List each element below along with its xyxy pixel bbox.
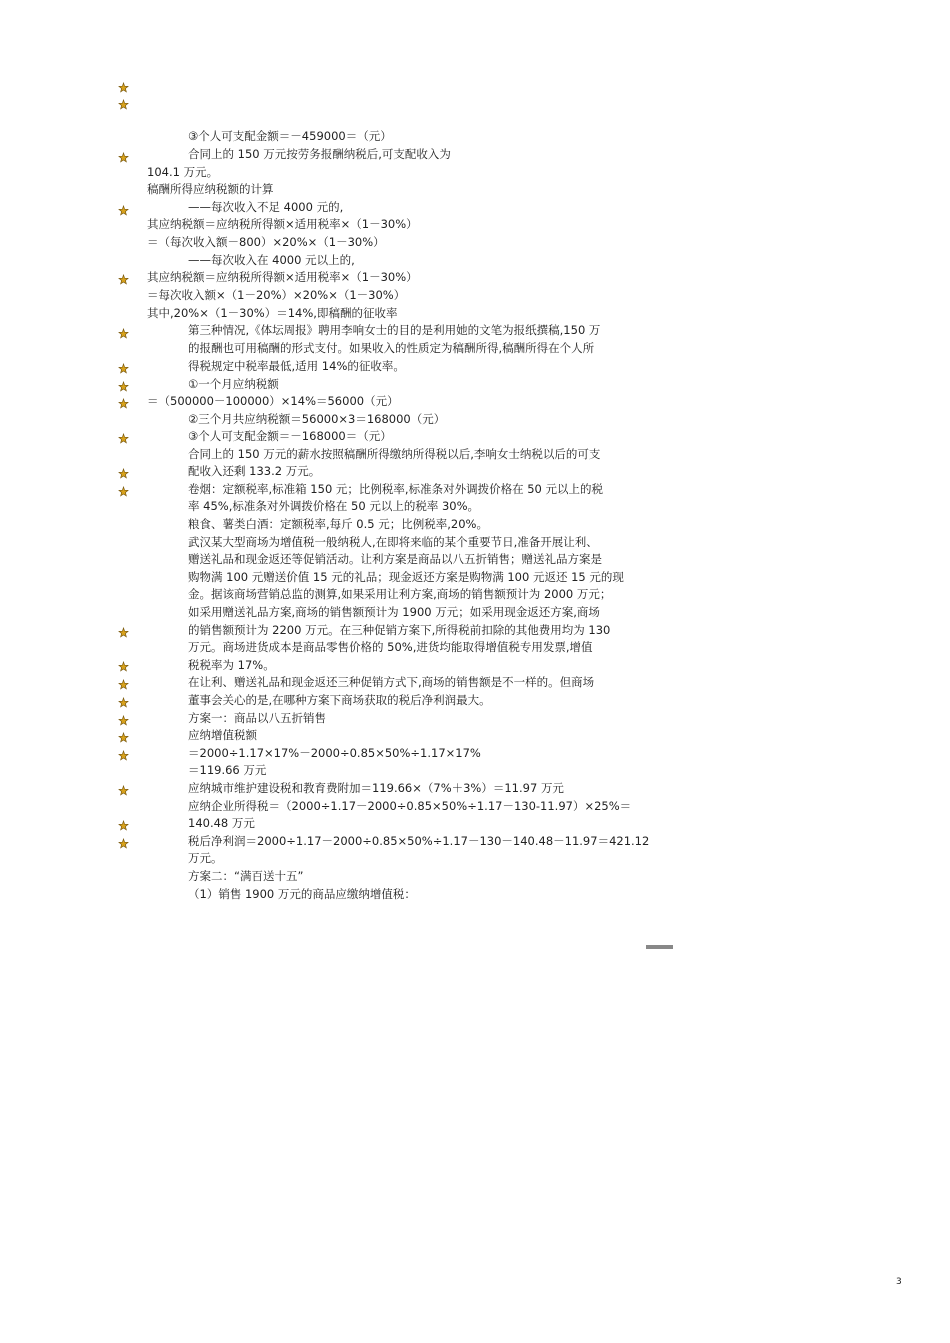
bullet-flower-icon — [118, 732, 129, 743]
text-line: 金。据该商场营销总监的测算,如果采用让利方案,商场的销售额预计为 2000 万元； — [188, 587, 612, 601]
text-line: 得税规定中税率最低,适用 14%的征收率。 — [188, 359, 405, 373]
bullet-flower-icon — [118, 152, 129, 163]
text-line: （1）销售 1900 万元的商品应缴纳增值税： — [188, 887, 416, 901]
text-line: ——每次收入不足 4000 元的, — [188, 200, 344, 214]
section-heading: 稿酬所得应纳税额的计算 — [147, 182, 274, 196]
text-line: ③个人可支配金额＝－459000＝（元） — [188, 129, 392, 143]
bullet-flower-icon — [118, 750, 129, 761]
formula-line: 应纳企业所得税＝（2000÷1.17－2000÷0.85×50%÷1.17－130-11.97）×25%＝ — [188, 799, 632, 813]
text-line: ——每次收入在 4000 元以上的, — [188, 253, 355, 267]
formula-line: 其中,20%×（1－30%）＝14%,即稿酬的征收率 — [147, 306, 398, 320]
text-line: 合同上的 150 万元的薪水按照稿酬所得缴纳所得税以后,李响女士纳税以后的可支 — [188, 447, 601, 461]
bullet-flower-icon — [118, 838, 129, 849]
bullet-flower-icon — [118, 627, 129, 638]
formula-line: ＝2000÷1.17×17%－2000÷0.85×50%÷1.17×17% — [188, 746, 481, 760]
bullet-flower-icon — [118, 785, 129, 796]
text-line: 卷烟：定额税率,标准箱 150 元；比例税率,标准条对外调拨价格在 50 元以上的税 — [188, 482, 604, 496]
bullet-flower-icon — [118, 99, 129, 110]
text-line: 在让利、赠送礼品和现金返还三种促销方式下,商场的销售额是不一样的。但商场 — [188, 675, 595, 689]
page-number: 3 — [896, 1277, 902, 1287]
bullet-flower-icon — [118, 820, 129, 831]
bullet-flower-icon — [118, 433, 129, 444]
text-line: 方案二：“满百送十五” — [188, 869, 304, 883]
formula-line: 应纳城市维护建设税和教育费附加＝119.66×（7%＋3%）＝11.97 万元 — [188, 781, 564, 795]
bullet-flower-icon — [118, 715, 129, 726]
text-line: 应纳增值税额 — [188, 728, 257, 742]
bullet-flower-icon — [118, 274, 129, 285]
text-line: 率 45%,标准条对外调拨价格在 50 元以上的税率 30%。 — [188, 499, 480, 513]
formula-line: 税后净利润＝2000÷1.17－2000÷0.85×50%÷1.17－130－140.48－11.97＝421.12 — [188, 834, 650, 848]
text-line: 如采用赠送礼品方案,商场的销售额预计为 1900 万元；如采用现金返还方案,商场 — [188, 605, 600, 619]
text-line: 税税率为 17%。 — [188, 658, 275, 672]
formula-line: ②三个月共应纳税额＝56000×3＝168000（元） — [188, 412, 446, 426]
formula-line: 140.48 万元 — [188, 816, 255, 830]
text-line: 合同上的 150 万元按劳务报酬纳税后,可支配收入为 — [188, 147, 451, 161]
text-line: 粮食、薯类白酒：定额税率,每斤 0.5 元；比例税率,20%。 — [188, 517, 488, 531]
bullet-flower-icon — [118, 398, 129, 409]
text-line: 配收入还剩 133.2 万元。 — [188, 464, 321, 478]
formula-line: ＝（500000－100000）×14%＝56000（元） — [147, 394, 399, 408]
bullet-flower-icon — [118, 697, 129, 708]
separator-bar — [646, 945, 673, 949]
bullet-flower-icon — [118, 468, 129, 479]
bullet-flower-icon — [118, 661, 129, 672]
bullet-flower-icon — [118, 363, 129, 374]
formula-line: ③个人可支配金额＝－168000＝（元） — [188, 429, 392, 443]
bullet-flower-icon — [118, 205, 129, 216]
text-line: ①一个月应纳税额 — [188, 377, 279, 391]
bullet-flower-icon — [118, 381, 129, 392]
bullet-flower-icon — [118, 486, 129, 497]
text-line: 武汉某大型商场为增值税一般纳税人,在即将来临的某个重要节日,准备开展让利、 — [188, 535, 598, 549]
text-line: 的报酬也可用稿酬的形式支付。如果收入的性质定为稿酬所得,稿酬所得在个人所 — [188, 341, 595, 355]
text-line: 第三种情况,《体坛周报》聘用李响女士的目的是利用她的文笔为报纸撰稿,150 万 — [188, 323, 601, 337]
text-line: 方案一：商品以八五折销售 — [188, 711, 326, 725]
formula-line: ＝119.66 万元 — [188, 763, 267, 777]
text-line: 赠送礼品和现金返还等促销活动。让利方案是商品以八五折销售；赠送礼品方案是 — [188, 552, 602, 566]
text-line: 104.1 万元。 — [147, 165, 219, 179]
formula-line: 其应纳税额＝应纳税所得额×适用税率×（1－30%） — [147, 217, 418, 231]
text-line: 万元。商场进货成本是商品零售价格的 50%,进货均能取得增值税专用发票,增值 — [188, 640, 593, 654]
formula-line: 万元。 — [188, 851, 223, 865]
bullet-flower-icon — [118, 82, 129, 93]
text-line: 董事会关心的是,在哪种方案下商场获取的税后净利润最大。 — [188, 693, 491, 707]
bullet-flower-icon — [118, 328, 129, 339]
text-line: 购物满 100 元赠送价值 15 元的礼品；现金返还方案是购物满 100 元返还 15 元的现 — [188, 570, 624, 584]
formula-line: 其应纳税额＝应纳税所得额×适用税率×（1－30%） — [147, 270, 418, 284]
formula-line: ＝（每次收入额－800）×20%×（1－30%） — [147, 235, 385, 249]
bullet-flower-icon — [118, 679, 129, 690]
text-line: 的销售额预计为 2200 万元。在三种促销方案下,所得税前扣除的其他费用均为 130 — [188, 623, 611, 637]
formula-line: ＝每次收入额×（1－20%）×20%×（1－30%） — [147, 288, 406, 302]
